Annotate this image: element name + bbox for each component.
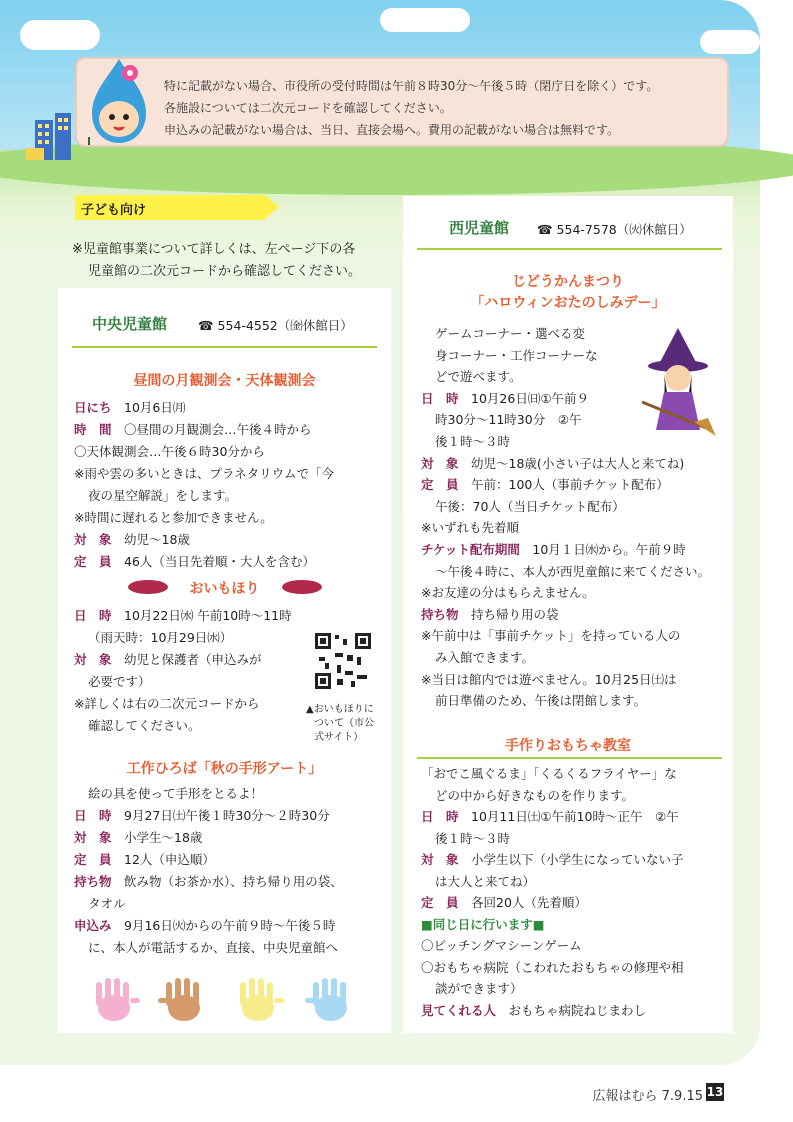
detail-line	[435, 367, 522, 385]
qr-caption-1: ▲おいもほりに	[306, 704, 374, 715]
detail-text: 「おでこ風ぐるま」「くるくるフライヤー」な	[421, 766, 677, 781]
detail-label: 日 時	[421, 390, 459, 406]
detail-text: 12人（申込順）	[124, 852, 215, 867]
detail-text: 10月１日㈬から。午前９時	[532, 542, 686, 557]
detail-text: どで遊べます。	[435, 369, 522, 385]
nishi-panel	[403, 196, 733, 1033]
qr-code-icon[interactable]	[313, 631, 373, 691]
intro-line-1: ※児童館事業について詳しくは、左ページ下の各	[72, 242, 356, 257]
notice-box	[75, 57, 729, 147]
detail-line	[421, 936, 582, 954]
detail-text: 後１時〜３時	[435, 830, 511, 846]
notice-line-3: 申込みの記載がない場合は、当日、直接会場へ。費用の記載がない場合は無料です。	[164, 123, 620, 137]
detail-line	[88, 784, 263, 802]
detail-text: 絵の具を使って手形をとるよ！	[88, 786, 264, 801]
detail-text: 小学生〜18歳	[124, 830, 203, 845]
detail-text: 幼児〜18歳(小さい子は大人と来てね)	[471, 455, 685, 471]
detail-line	[435, 410, 581, 428]
detail-text: 午前：100人（事前チケット配布）	[471, 477, 669, 493]
detail-line	[74, 508, 273, 526]
detail-text: に、本人が電話するか、直接、中央児童館へ	[88, 940, 339, 955]
cloud	[20, 20, 100, 50]
detail-text: ※時間に遅れると参加できません。	[74, 510, 273, 525]
brown-hand-icon	[156, 976, 212, 1022]
toy-title: 手作りおもちゃ教室	[505, 738, 631, 754]
detail-line	[435, 829, 510, 847]
detail-text: ※雨や雲の多いときは、プラネタリウムで「今	[74, 466, 334, 481]
section-tag-label: 子ども向け	[81, 203, 147, 218]
detail-label: 日 時	[421, 809, 459, 824]
detail-label: 対 象	[74, 830, 112, 845]
divider	[72, 346, 377, 348]
detail-text: ※午前中は「事前チケット」を持っている人の	[421, 628, 681, 644]
detail-label: 見てくれる人	[421, 1002, 497, 1018]
detail-line	[421, 454, 684, 472]
detail-text: 持ち帰り用の袋	[471, 606, 559, 622]
detail-line	[74, 916, 335, 934]
detail-line	[74, 650, 262, 668]
chuo-phone: ☎ 554-4552（㈮休館日）	[198, 318, 353, 333]
detail-line	[421, 626, 680, 644]
detail-text: 夜の星空解説」をします。	[88, 488, 238, 503]
detail-text: 10月6日㈪	[124, 400, 186, 415]
detail-text: 46人（当日先着順・大人を含む）	[124, 554, 315, 569]
detail-line	[421, 389, 589, 407]
qr-caption-2: ついて（市公	[314, 718, 374, 729]
detail-line	[435, 872, 535, 890]
detail-line	[435, 691, 646, 709]
detail-line	[88, 938, 338, 956]
detail-line	[421, 1001, 646, 1019]
moon-title: 昼間の月観測会・天体観測会	[133, 373, 316, 389]
detail-line	[435, 497, 625, 515]
detail-text: おもちゃ病院ねじまわし	[508, 1002, 647, 1018]
detail-text: 9月27日㈯午後１時30分〜２時30分	[124, 808, 330, 823]
yellow-hand-icon	[230, 976, 286, 1022]
detail-line	[421, 764, 677, 782]
detail-text: 小学生以下（小学生になっていない子	[471, 852, 684, 867]
notice-line-1: 特に記載がない場合、市役所の受付時間は午前８時30分〜午後５時（閉庁日を除く）です。	[164, 79, 659, 93]
detail-text: は大人と来てね）	[435, 873, 536, 889]
building-icon	[55, 113, 71, 160]
detail-text: 確認してください。	[88, 718, 201, 733]
detail-label: 定 員	[74, 852, 112, 867]
detail-label: 時 間	[74, 422, 112, 437]
detail-text: ※いずれも先着順	[421, 520, 519, 536]
detail-line	[421, 518, 519, 536]
detail-line	[74, 530, 190, 548]
detail-line	[88, 628, 232, 646]
notice-line-2: 各施設については二次元コードを確認してください。	[164, 101, 452, 115]
detail-label: 対 象	[74, 532, 112, 547]
detail-text: 幼児〜18歳	[124, 532, 190, 547]
divider	[417, 248, 722, 250]
detail-line	[435, 346, 598, 364]
detail-label: 日にち	[74, 400, 112, 415]
publication-footer: 広報はむら 7.9.15	[592, 1089, 703, 1104]
detail-text: 前日準備のため、午後は閉館します。	[435, 693, 647, 709]
detail-label: 定 員	[74, 554, 112, 569]
detail-line	[421, 605, 559, 623]
chuo-name: 中央児童館	[92, 315, 168, 333]
chuo-panel	[58, 288, 391, 1033]
detail-line	[435, 979, 523, 997]
detail-label: 持ち物	[421, 606, 459, 622]
detail-line	[435, 562, 710, 580]
detail-text: 飲み物（お茶か水）、持ち帰り用の袋、	[124, 874, 343, 889]
detail-line	[421, 958, 684, 976]
detail-text: 10月26日㈰①午前９	[471, 390, 590, 406]
detail-text: 〜午後４時に、本人が西児童館に来てください。	[435, 563, 711, 579]
detail-line	[421, 670, 677, 688]
detail-label: チケット配布期間	[421, 542, 520, 557]
divider	[417, 757, 722, 759]
intro-line-2: 児童館の二次元コードから確認してください。	[88, 264, 362, 279]
detail-text: 9月16日㈫からの午前９時〜午後５時	[124, 918, 336, 933]
detail-text: ゲームコーナー・選べる変	[435, 326, 586, 341]
detail-line	[88, 894, 126, 912]
detail-line	[421, 850, 684, 868]
detail-label: 持ち物	[74, 874, 112, 889]
detail-text: 各回20人（先着順）	[471, 895, 587, 910]
detail-text: 身コーナー・工作コーナーな	[435, 347, 598, 363]
detail-text: ※お友達の分はもらえません。	[421, 585, 595, 601]
detail-line	[421, 583, 595, 601]
detail-text: 必要です）	[88, 674, 151, 689]
detail-text: どの中から好きなものを作ります。	[435, 787, 635, 803]
detail-text: み入館できます。	[435, 650, 535, 665]
detail-line	[421, 540, 686, 558]
detail-line	[74, 806, 330, 824]
detail-label: 日 時	[74, 808, 112, 823]
detail-line	[421, 475, 669, 493]
detail-line	[74, 872, 343, 890]
detail-line	[435, 432, 510, 450]
cloud	[700, 30, 760, 54]
detail-line	[88, 716, 201, 734]
detail-line	[421, 893, 587, 911]
detail-line	[88, 486, 237, 504]
detail-line	[435, 786, 634, 804]
detail-line	[435, 648, 534, 666]
detail-text: 10月22日㈬ 午前10時〜11時	[124, 608, 292, 623]
detail-label: 対 象	[421, 455, 459, 471]
detail-label: 申込み	[74, 918, 112, 933]
detail-label: 定 員	[421, 477, 459, 493]
page-number: 13	[706, 1085, 724, 1099]
witch-illustration-icon	[638, 326, 718, 436]
detail-text: ※当日は館内では遊べません。10月25日㈯は	[421, 671, 677, 687]
detail-text: 時30分〜11時30分 ②午	[435, 412, 582, 428]
detail-text: 〇天体観測会…午後６時30分から	[74, 444, 265, 459]
detail-line	[421, 807, 679, 825]
nishi-name: 西児童館	[449, 219, 510, 237]
detail-label: 日 時	[74, 608, 112, 623]
detail-line	[74, 552, 315, 570]
detail-label: 対 象	[74, 652, 112, 667]
detail-line	[74, 828, 202, 846]
detail-text: 談ができます）	[435, 981, 523, 996]
detail-text: ■同じ日に行います■	[421, 916, 545, 932]
blue-hand-icon	[303, 976, 359, 1022]
craft-title: 工作ひろば「秋の手形アート」	[126, 761, 323, 777]
detail-line	[74, 420, 312, 438]
detail-line	[74, 850, 215, 868]
detail-line	[421, 915, 545, 933]
detail-line	[74, 464, 334, 482]
nishi-phone: ☎ 554-7578（㈫休館日）	[537, 222, 692, 237]
detail-line	[88, 672, 151, 690]
detail-text: 10月11日㈯①午前10時〜正午 ②午	[471, 809, 679, 824]
detail-text: ※詳しくは右の二次元コードから	[74, 696, 260, 711]
detail-text: （雨天時：10月29日㈬）	[88, 630, 233, 645]
detail-line	[74, 606, 292, 624]
sweet-potato-icon	[280, 578, 324, 596]
detail-text: 幼児と保護者（申込みが	[124, 652, 262, 667]
pink-hand-icon	[86, 976, 142, 1022]
cloud	[380, 8, 470, 32]
detail-text: 午後：70人（当日チケット配布）	[435, 498, 625, 514]
detail-line	[74, 442, 265, 460]
imo-title: おいもほり	[189, 581, 260, 597]
detail-label: 対 象	[421, 852, 459, 867]
house-icon	[26, 148, 44, 160]
detail-text: 〇ピッチングマシーンゲーム	[421, 938, 582, 953]
detail-line	[435, 324, 585, 342]
detail-text: 〇昼間の月観測会…午後４時から	[124, 422, 312, 437]
detail-text: 後１時〜３時	[435, 434, 511, 449]
detail-line	[74, 398, 185, 416]
qr-caption-3: 式サイト）	[314, 732, 364, 743]
detail-text: 〇おもちゃ病院（こわれたおもちゃの修理や相	[421, 959, 684, 975]
fest-title-1: じどうかんまつり	[512, 274, 624, 290]
mascot-droplet-icon	[88, 57, 150, 145]
section-tag	[75, 195, 265, 220]
detail-label: 定 員	[421, 895, 459, 910]
detail-line	[74, 694, 259, 712]
detail-text: タオル	[88, 896, 126, 911]
fest-title-2: 「ハロウィンおたのしみデー」	[470, 295, 666, 311]
